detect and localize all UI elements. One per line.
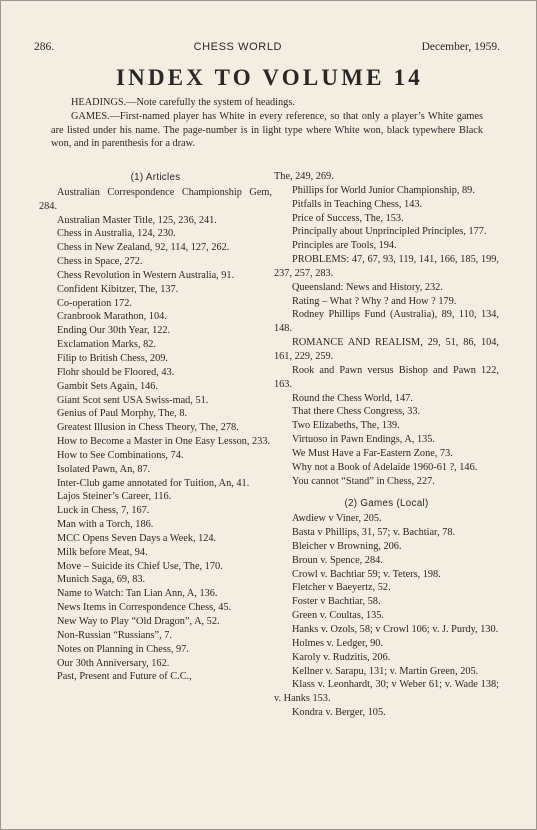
articles-heading: (1) Articles <box>130 172 181 183</box>
index-entry: Filip to British Chess, 209. <box>57 352 168 364</box>
headings-note: HEADINGS.—Note carefully the system of headings. <box>71 97 295 108</box>
index-entry: MCC Opens Seven Days a Week, 124. <box>57 532 217 544</box>
intro-notes <box>51 96 483 151</box>
index-entry: Exclamation Marks, 82. <box>57 339 156 351</box>
index-entry: Karoly v. Rudzitis, 206. <box>292 651 391 663</box>
index-entry: Rook and Pawn versus Bishop and Pawn 122, 163. <box>274 364 499 390</box>
index-entry: That there Chess Congress, 33. <box>292 406 421 418</box>
index-entry: New Way to Play “Old Dragon”, A, 52. <box>57 616 220 627</box>
journal-name: CHESS WORLD <box>193 41 283 53</box>
index-entry: Chess in Space, 272. <box>57 256 143 268</box>
index-entry: Awdiew v Viner, 205. <box>292 513 382 525</box>
index-entry: Non-Russian “Russians”, 7. <box>57 629 172 641</box>
index-entry: Chess Revolution in Western Australia, 91. <box>57 269 235 281</box>
index-entry: Greatest Illusion in Chess Theory, The, 278. <box>57 422 239 434</box>
games-heading: (2) Games (Local) <box>344 498 429 510</box>
index-entry: Phillips for World Junior Championship, 89. <box>292 184 475 196</box>
index-entry: Hanks v. Ozols, 58; v Crowl 106; v. J. Purdy, 130. <box>292 624 499 635</box>
index-entry: Cranbrook Marathon, 104. <box>57 311 167 323</box>
spacer <box>274 488 499 496</box>
right-column <box>274 170 499 720</box>
index-entry: Name to Watch: Tan Lian Ann, A, 136. <box>57 588 218 600</box>
index-entry: Two Elizabeths, The, 139. <box>292 420 400 432</box>
index-entry: Principles are Tools, 194. <box>292 240 397 252</box>
index-entry: Kondra v. Berger, 105. <box>292 707 386 719</box>
index-entry: Isolated Pawn, An, 87. <box>57 463 151 475</box>
index-entry: Fletcher v Baeyertz, 52. <box>292 582 391 594</box>
index-entry: Move – Suicide its Chief Use, The, 170. <box>57 560 223 572</box>
index-entry: Australian Correspondence Championship Gem, 284. <box>39 186 272 212</box>
index-entry: You cannot “Stand” in Chess, 227. <box>292 475 435 487</box>
games-note: GAMES.—First-named player has White in every reference, so that only a player’s White games are listed under his name. The page-number is in light type where White won, black typewhere Black won, and in parenthesis for a draw. <box>51 110 483 150</box>
index-entry: Giant Scot sent USA Swiss-mad, 51. <box>57 394 209 406</box>
index-entry: Price of Success, The, 153. <box>292 212 404 224</box>
index-entry: Round the Chess World, 147. <box>292 392 413 404</box>
index-entry: Holmes v. Ledger, 90. <box>292 637 383 649</box>
index-entry: Why not a Book of Adelaide 1960-61 ?, 146. <box>292 461 478 473</box>
index-entry: How to Become a Master in One Easy Lesson, 233. <box>57 436 271 448</box>
index-entry: Principally about Unprincipled Principles, 177. <box>292 226 487 238</box>
index-entry: Munich Saga, 69, 83. <box>57 574 146 586</box>
running-header <box>34 41 500 53</box>
index-entry: Chess in New Zealand, 92, 114, 127, 262. <box>57 242 230 254</box>
index-entry: How to See Combinations, 74. <box>57 449 184 461</box>
index-entry: Virtuoso in Pawn Endings, A, 135. <box>292 434 435 446</box>
index-entry: Bleicher v Browning, 206. <box>292 540 402 552</box>
index-entry: Klass v. Leonhardt, 30; v Weber 61; v. Wade 138; v. Hanks 153. <box>274 679 499 705</box>
index-entry: Green v. Coultas, 135. <box>292 610 384 622</box>
index-entry: PROBLEMS: 47, 67, 93, 119, 141, 166, 185, 199, 237, 257, 283. <box>274 254 499 279</box>
index-entry: Ending Our 30th Year, 122. <box>57 325 171 337</box>
index-entry: Australian Master Title, 125, 236, 241. <box>57 214 217 226</box>
index-entry: Luck in Chess, 7, 167. <box>57 505 150 517</box>
page-title: INDEX TO VOLUME 14 <box>116 65 423 90</box>
index-entry: Foster v Bachtiar, 58. <box>292 596 381 608</box>
issue-date: December, 1959. <box>421 41 500 53</box>
index-entry: We Must Have a Far-Eastern Zone, 73. <box>292 447 453 459</box>
index-entry: Flohr should be Floored, 43. <box>57 366 175 378</box>
page-number: 286. <box>34 41 55 53</box>
index-entry: ROMANCE AND REALISM, 29, 51, 86, 104, 161, 229, 259. <box>274 337 499 362</box>
index-entry: Past, Present and Future of C.C., <box>57 671 192 683</box>
left-column <box>39 170 272 684</box>
index-entry-continued: The, 249, 269. <box>274 171 334 182</box>
index-entry: Broun v. Spence, 284. <box>292 554 383 566</box>
index-entry: Man with a Torch, 186. <box>57 519 154 531</box>
index-entry: Pitfalls in Teaching Chess, 143. <box>292 198 423 210</box>
index-entry: Notes on Planning in Chess, 97. <box>57 643 189 655</box>
index-entry: Lajos Steiner’s Career, 116. <box>57 491 172 503</box>
index-entry: Co-operation 172. <box>57 297 132 309</box>
index-entry: Rodney Phillips Fund (Australia), 89, 110, 134, 148. <box>274 309 499 335</box>
index-entry: Rating – What ? Why ? and How ? 179. <box>292 295 457 307</box>
index-entry: Queensland: News and History, 232. <box>292 281 443 293</box>
index-entry: Milk before Meat, 94. <box>57 546 148 558</box>
index-entry: Gambit Sets Again, 146. <box>57 380 158 392</box>
index-entry: Inter-Club game annotated for Tuition, An, 41. <box>57 477 250 489</box>
index-entry: Chess in Australia, 124, 230. <box>57 228 176 240</box>
index-entry: Genius of Paul Morphy, The, 8. <box>57 408 188 420</box>
index-entry: Basta v Phillips, 31, 57; v. Bachtiar, 78. <box>292 527 456 539</box>
index-entry: Kellner v. Sarapu, 131; v. Martin Green, 205. <box>292 665 479 677</box>
index-entry: News Items in Correspondence Chess, 45. <box>57 602 232 614</box>
index-entry: Our 30th Anniversary, 162. <box>57 657 170 669</box>
index-entry: Confident Kibitzer, The, 137. <box>57 283 179 295</box>
index-entry: Crowl v. Bachtiar 59; v. Teters, 198. <box>292 568 441 580</box>
